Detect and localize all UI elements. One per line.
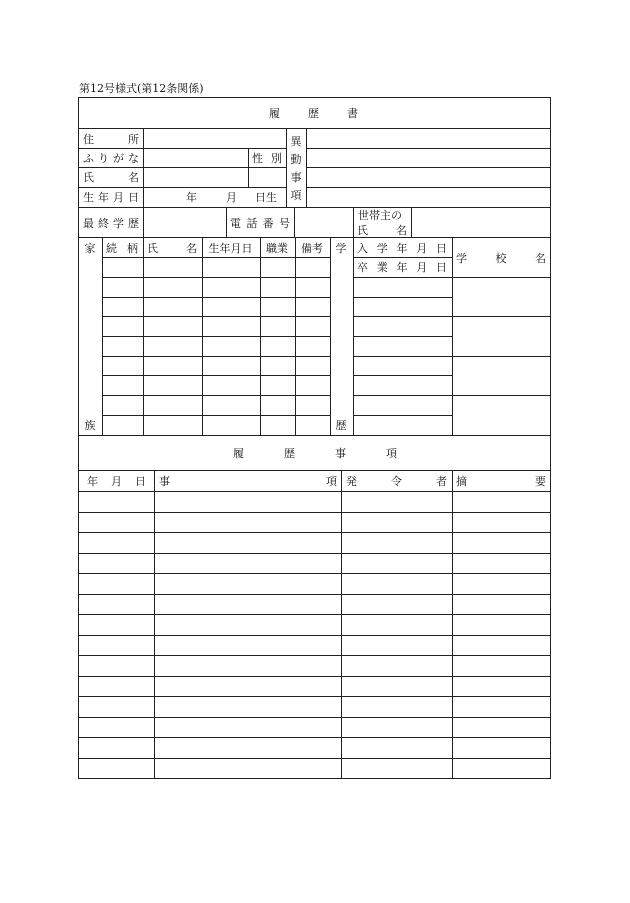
family-side-bottom: 族 (84, 419, 96, 432)
label-gender: 性 別 (252, 151, 282, 165)
grid-vline (143, 128, 144, 237)
school-row-line (353, 277, 452, 278)
grid-vline (295, 257, 296, 435)
family-row-line (102, 316, 330, 317)
birth-day-unit: 日生 (255, 191, 277, 204)
grid-vline (260, 257, 261, 435)
family-header-remarks: 備考 (301, 241, 323, 255)
history-row-line (78, 614, 551, 615)
school-side-bottom: 歴 (335, 419, 347, 432)
school-side-top: 学 (335, 241, 347, 255)
family-row-line (102, 356, 330, 357)
grid-vline (294, 207, 295, 237)
history-header-date: 年 月 日 (87, 475, 146, 488)
family-header-birthdate: 生年月日 (208, 241, 253, 255)
label-ido-1: 異 (290, 135, 302, 148)
grid-vline (202, 257, 203, 435)
history-row-line (78, 573, 551, 574)
family-row-line (102, 297, 330, 298)
history-row-line (78, 696, 551, 697)
label-name: 氏 名 (83, 170, 139, 184)
label-final-education: 最 終 学 歴 (83, 216, 139, 230)
family-header-name: 氏 名 (147, 241, 197, 255)
history-row-line (78, 635, 551, 636)
grid-vline (306, 128, 307, 207)
personal-bottom (78, 207, 551, 208)
school-header-enter: 入 学 年 月 日 (357, 241, 447, 255)
school-row-line (353, 375, 452, 376)
history-header-summary: 摘 要 (456, 475, 546, 488)
school-row-line (353, 356, 452, 357)
history-row-line (78, 491, 551, 492)
label-ido-3: 事 (290, 171, 302, 184)
grid-vline (248, 167, 249, 187)
label-furigana: ふ り が な (83, 151, 139, 165)
form-caption: 第12号様式(第12条関係) (79, 82, 204, 95)
school-row-line (353, 316, 452, 317)
label-address: 住 所 (83, 132, 139, 146)
history-row-line (78, 758, 551, 759)
grid-vline (154, 470, 155, 779)
form-title: 履 歴 書 (269, 107, 360, 120)
history-header-matter: 事 項 (159, 475, 337, 488)
grid-vline (143, 257, 144, 435)
history-section-title: 履 歴 事 項 (233, 447, 397, 460)
grid-vline (341, 470, 342, 779)
birth-year-unit: 年 (186, 191, 197, 204)
history-row-line (78, 512, 551, 513)
history-row-line (78, 553, 551, 554)
school-row-line (353, 336, 452, 337)
label-ido-2: 動 (290, 153, 302, 166)
history-row-line (78, 676, 551, 677)
school-row-line (353, 415, 452, 416)
family-row-line (102, 336, 330, 337)
family-row-line (102, 375, 330, 376)
history-header-issuer: 発 令 者 (346, 475, 447, 488)
history-row-line (78, 532, 551, 533)
school-header-graduate: 卒 業 年 月 日 (357, 261, 447, 274)
school-name-line (452, 395, 551, 396)
school-row-line (353, 395, 452, 396)
family-row-line (102, 415, 330, 416)
label-phone: 電 話 番 号 (230, 216, 290, 230)
school-name-line (452, 316, 551, 317)
label-householder-line1: 世帯主の (358, 209, 402, 222)
grid-hline (306, 167, 551, 168)
title-divider (78, 128, 551, 129)
grid-hline (306, 187, 551, 188)
history-row-line (78, 594, 551, 595)
school-header-name: 学 校 名 (456, 251, 546, 265)
history-row-line (78, 717, 551, 718)
family-row-line (102, 277, 330, 278)
grid-vline (330, 237, 331, 435)
school-row-line (353, 297, 452, 298)
family-side-top: 家 (84, 241, 96, 255)
label-birthdate: 生 年 月 日 (83, 191, 139, 204)
label-ido-4: 項 (290, 189, 302, 202)
family-row-line (102, 257, 330, 258)
history-row-line (78, 655, 551, 656)
birth-month-unit: 月 (226, 191, 237, 204)
school-name-line (452, 356, 551, 357)
school-name-line (452, 277, 551, 278)
history-row-line (78, 737, 551, 738)
grid-hline (306, 148, 551, 149)
family-row-line (102, 395, 330, 396)
label-householder-line2: 氏 名 (357, 223, 407, 237)
family-header-relation: 続 柄 (106, 241, 138, 255)
family-header-occupation: 職業 (266, 241, 288, 255)
grid-vline (452, 470, 453, 779)
